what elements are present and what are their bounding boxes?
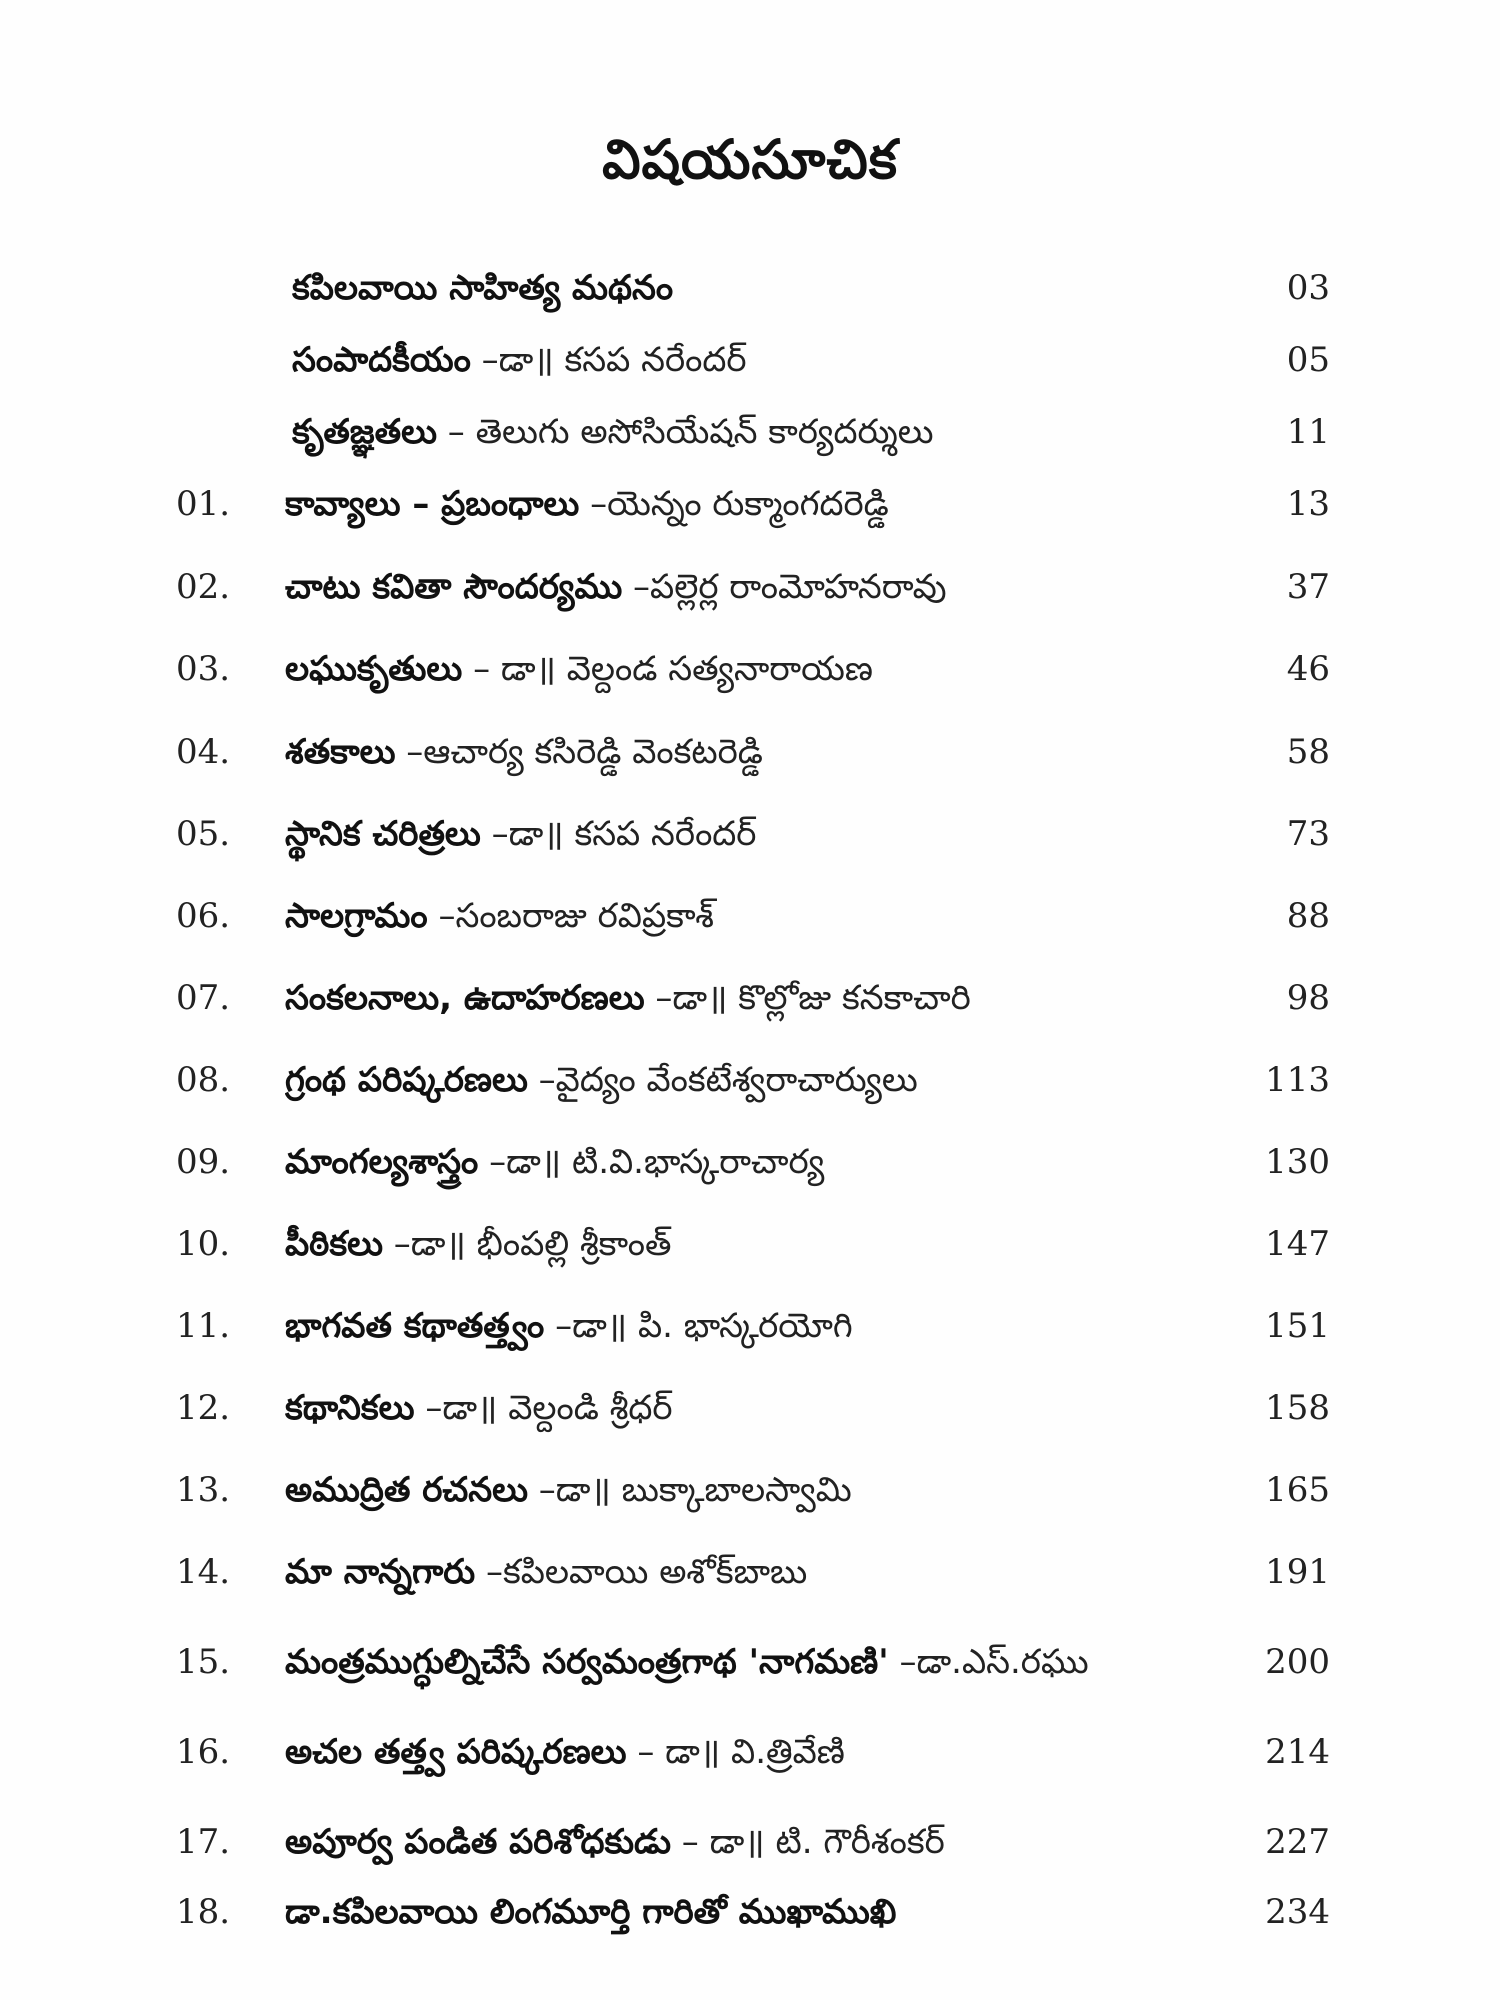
entry-page: 165 xyxy=(1265,1470,1330,1510)
entry-text xyxy=(285,474,1265,534)
entry-page: 03 xyxy=(1286,268,1330,308)
entry-author: –కపిలవాయి అశోక్‌బాబు xyxy=(475,1552,808,1592)
entry-title: కథానికలు xyxy=(285,1388,415,1428)
entry-page: 200 xyxy=(1265,1642,1330,1682)
entry-page: 227 xyxy=(1265,1822,1330,1862)
entry-page: 58 xyxy=(1286,732,1330,772)
entry-text xyxy=(292,330,1272,390)
entry-title: కావ్యాలు – ప్రబంధాలు xyxy=(285,484,580,524)
entry-number: 09. xyxy=(176,1142,231,1182)
entry-author: –డా.ఎస్.రఘు xyxy=(888,1642,1089,1682)
entry-number: 06. xyxy=(176,896,231,936)
entry-number: 04. xyxy=(176,732,231,772)
entry-number: 15. xyxy=(176,1642,231,1682)
entry-text xyxy=(285,1296,1265,1356)
entry-page: 73 xyxy=(1286,814,1330,854)
entry-number: 11. xyxy=(176,1306,231,1346)
toc-entry xyxy=(0,557,1500,617)
entry-page: 11 xyxy=(1286,412,1330,452)
entry-title: గ్రంథ పరిష్కరణలు xyxy=(285,1060,528,1100)
entry-author: –డా॥ కసప నరేందర్ xyxy=(470,340,747,380)
entry-author: –పల్లెర్ల రాంమోహనరావు xyxy=(622,567,947,607)
entry-number: 17. xyxy=(176,1822,231,1862)
entry-page: 151 xyxy=(1265,1306,1330,1346)
entry-text xyxy=(285,557,1265,617)
toc-entry xyxy=(0,1722,1500,1782)
entry-title: భాగవత కథాతత్త్వం xyxy=(285,1306,545,1346)
entry-author: –డా॥ కొల్లోజు కనకాచారి xyxy=(644,978,971,1018)
entry-text xyxy=(285,1378,1265,1438)
toc-entry xyxy=(0,1378,1500,1438)
entry-text xyxy=(285,1460,1265,1520)
entry-title: స్థానిక చరిత్రలు xyxy=(285,814,481,854)
toc-entry xyxy=(0,1132,1500,1192)
toc-entry xyxy=(0,1812,1500,1872)
entry-text xyxy=(285,1812,1265,1872)
entry-text xyxy=(285,1214,1265,1274)
entry-title: సాలగ్రామం xyxy=(285,896,428,936)
entry-title: డా.కపిలవాయి లింగమూర్తి గారితో ముఖాముఖి xyxy=(285,1892,897,1932)
entry-number: 03. xyxy=(176,649,231,689)
toc-entry xyxy=(0,402,1500,462)
entry-number: 10. xyxy=(176,1224,231,1264)
toc-entry xyxy=(0,1882,1500,1942)
entry-title: మా నాన్నగారు xyxy=(285,1552,476,1592)
entry-author: – డా॥ వెల్దండ సత్యనారాయణ xyxy=(462,649,873,689)
entry-author: – డా॥ టి. గౌరీశంకర్ xyxy=(670,1822,945,1862)
entry-author: –సంబరాజు రవిప్రకాశ్ xyxy=(427,896,714,936)
entry-text xyxy=(285,1132,1265,1192)
entry-page: 113 xyxy=(1265,1060,1330,1100)
entry-author: –యెన్నం రుక్మాంగదరెడ్డి xyxy=(579,484,889,524)
entry-author: –డా॥ బుక్కాబాలస్వామి xyxy=(527,1470,852,1510)
entry-page: 158 xyxy=(1265,1388,1330,1428)
entry-text xyxy=(285,968,1265,1028)
entry-title: మాంగల్యశాస్త్రం xyxy=(285,1142,479,1182)
entry-number: 18. xyxy=(176,1892,231,1932)
entry-text xyxy=(285,1050,1265,1110)
entry-text xyxy=(285,804,1265,864)
entry-text xyxy=(285,1542,1265,1602)
toc-entry xyxy=(0,1460,1500,1520)
entry-text xyxy=(285,1882,1265,1942)
entry-author: –డా॥ పి. భాస్కరయోగి xyxy=(544,1306,853,1346)
entry-page: 88 xyxy=(1286,896,1330,936)
entry-title: లఘుకృతులు xyxy=(285,649,463,689)
entry-text xyxy=(285,722,1265,782)
toc-entry xyxy=(0,330,1500,390)
entry-page: 147 xyxy=(1265,1224,1330,1264)
entry-title: పీఠికలు xyxy=(285,1224,383,1264)
entry-text xyxy=(285,886,1265,946)
entry-number: 08. xyxy=(176,1060,231,1100)
entry-page: 98 xyxy=(1286,978,1330,1018)
entry-author: – డా॥ వి.త్రివేణి xyxy=(626,1732,845,1772)
entry-title: మంత్రముగ్ధుల్నిచేసే సర్వమంత్రగాథ 'నాగమణి' xyxy=(285,1642,889,1682)
entry-title: సంకలనాలు, ఉదాహరణలు xyxy=(285,978,645,1018)
toc-entry xyxy=(0,1296,1500,1356)
entry-title: అచల తత్త్వ పరిష్కరణలు xyxy=(285,1732,627,1772)
entry-author: – తెలుగు అసోసియేషన్ కార్యదర్శులు xyxy=(436,412,934,452)
entry-page: 214 xyxy=(1265,1732,1330,1772)
entry-author: –డా॥ వెల్దండి శ్రీధర్ xyxy=(414,1388,673,1428)
toc-entry xyxy=(0,1050,1500,1110)
toc-entry xyxy=(0,886,1500,946)
entry-page: 46 xyxy=(1286,649,1330,689)
entry-title: అపూర్వ పండిత పరిశోధకుడు xyxy=(285,1822,671,1862)
entry-author: –డా॥ టి.వి.భాస్కరాచార్య xyxy=(478,1142,825,1182)
entry-title: అముద్రిత రచనలు xyxy=(285,1470,528,1510)
entry-page: 130 xyxy=(1265,1142,1330,1182)
entry-title: కృతజ్ఞతలు xyxy=(292,412,437,452)
entry-page: 05 xyxy=(1286,340,1330,380)
entry-number: 01. xyxy=(176,484,231,524)
entry-author: –డా॥ కసప నరేందర్ xyxy=(480,814,757,854)
entry-number: 12. xyxy=(176,1388,231,1428)
toc-entry xyxy=(0,474,1500,534)
toc-entry xyxy=(0,1632,1500,1692)
entry-number: 16. xyxy=(176,1732,231,1772)
entry-author: –ఆచార్య కసిరెడ్డి వెంకటరెడ్డి xyxy=(395,732,763,772)
entry-page: 13 xyxy=(1286,484,1330,524)
entry-text xyxy=(285,639,1265,699)
toc-entry xyxy=(0,639,1500,699)
entry-text xyxy=(285,1722,1265,1782)
entry-page: 191 xyxy=(1265,1552,1330,1592)
entry-author: –వైద్యం వేంకటేశ్వరాచార్యులు xyxy=(527,1060,918,1100)
entry-title: చాటు కవితా సౌందర్యము xyxy=(285,567,623,607)
entry-page: 37 xyxy=(1286,567,1330,607)
entry-number: 02. xyxy=(176,567,231,607)
toc-entry xyxy=(0,804,1500,864)
entry-text xyxy=(292,402,1272,462)
toc-entry xyxy=(0,258,1500,318)
toc-entry xyxy=(0,1542,1500,1602)
toc-entry xyxy=(0,968,1500,1028)
entry-text xyxy=(292,258,1272,318)
entry-author: –డా॥ భీంపల్లి శ్రీకాంత్ xyxy=(382,1224,672,1264)
entry-page: 234 xyxy=(1265,1892,1330,1932)
entry-title: శతకాలు xyxy=(285,732,396,772)
entry-number: 13. xyxy=(176,1470,231,1510)
entry-number: 05. xyxy=(176,814,231,854)
entry-number: 14. xyxy=(176,1552,231,1592)
page-title: విషయసూచిక xyxy=(602,128,898,191)
toc-entry xyxy=(0,1214,1500,1274)
entry-text xyxy=(285,1632,1265,1692)
toc-entry xyxy=(0,722,1500,782)
entry-title: కపిలవాయి సాహిత్య మథనం xyxy=(292,268,674,308)
entry-title: సంపాదకీయం xyxy=(292,340,471,380)
entry-number: 07. xyxy=(176,978,231,1018)
